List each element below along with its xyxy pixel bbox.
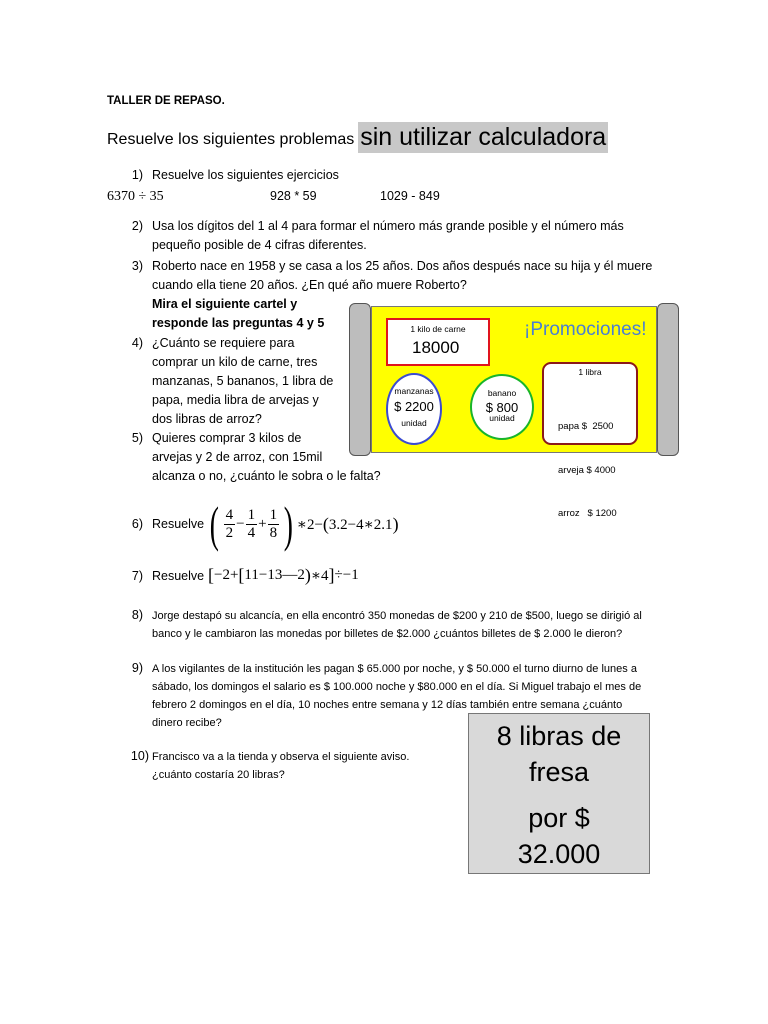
expression-tail: ÷−1 — [334, 566, 359, 583]
banana-price-circle — [470, 374, 534, 440]
open-paren-small: ( — [322, 513, 329, 534]
meat-label: 1 kilo de carne — [410, 324, 466, 334]
problem-4-line-4: papa, media libra de arvejas y — [152, 393, 319, 407]
banana-label: banano — [487, 388, 517, 398]
problem-3-number: 3) — [131, 259, 143, 273]
problem-1-text: Resuelve los siguientes ejercicios — [152, 168, 339, 182]
sign-right-roll — [657, 303, 679, 456]
exercise-division: 6370 ÷ 35 — [107, 189, 164, 204]
problem-4-number: 4) — [131, 336, 143, 350]
fraction-1-8 — [268, 507, 280, 542]
close-paren: ) — [283, 496, 294, 552]
problem-8-line-1: Jorge destapó su alcancía, en ella encontró 350 monedas de $200 y 210 de $500, luego se dirigió al — [152, 610, 642, 622]
promotions-title: ¡Promociones! — [524, 319, 647, 340]
problem-4-line-5: dos libras de arroz? — [152, 412, 262, 426]
pound-item-papa: papa $ 2500 — [558, 421, 614, 432]
open-bracket-inner: [ — [238, 564, 245, 585]
close-bracket-inner: ] — [328, 564, 335, 585]
problem-10-line-2: ¿cuánto costaría 20 libras? — [152, 769, 285, 781]
problem-4-line-3: manzanas, 5 bananos, 1 libra de — [152, 374, 334, 388]
pound-item-arroz: arroz $ 1200 — [558, 508, 617, 519]
pound-items — [558, 391, 617, 551]
fresa-line-2: fresa — [528, 757, 590, 787]
close-paren-inner: ) — [304, 564, 311, 585]
sign-left-roll — [349, 303, 371, 456]
problem-1-number: 1) — [131, 168, 143, 182]
problem-9-line-1: A los vigilantes de la institución les pagan $ 65.000 por noche, y $ 50.000 el turno diurno de lunes a — [152, 663, 637, 675]
strawberry-price-sign — [468, 713, 650, 874]
problem-6-number: 6) — [131, 517, 143, 531]
fraction-denominator: 8 — [269, 524, 278, 541]
expression-operators: ∗2− — [296, 516, 323, 533]
plus-sign: + — [258, 515, 267, 532]
promotions-sign — [349, 303, 679, 519]
problem-10-line-1: Francisco va a la tienda y observa el siguiente aviso. — [152, 751, 410, 763]
meat-price-box — [386, 318, 490, 366]
problem-5-line-2: arvejas y 2 de arroz, con 15mil — [152, 450, 323, 464]
pound-item-arveja: arveja $ 4000 — [558, 464, 616, 476]
page-title: TALLER DE REPASO. — [107, 95, 225, 107]
problem-3-line-1: Roberto nace en 1958 y se casa a los 25 años. Dos años después nace su hija y él muere — [152, 259, 653, 273]
sign-panel — [371, 306, 657, 519]
problem-7-number: 7) — [131, 569, 143, 583]
multiply-term: ∗4 — [310, 567, 329, 584]
problem-2-number: 2) — [131, 219, 143, 233]
meat-price: 18000 — [412, 338, 460, 357]
problem-8-line-2: banco y le cambiaron las monedas por billetes de $2.000 ¿cuántos billetes de $ 2.000 le dieron? — [152, 628, 623, 640]
banana-price: $ 800 — [485, 400, 519, 415]
apples-unit: unidad — [401, 418, 427, 428]
apples-label: manzanas — [394, 386, 434, 396]
instruction-highlight: sin utilizar calculadora — [360, 123, 607, 151]
problem-9-line-3: febrero 2 domingos en el día, 10 noches entre semana y 12 días también entre semana ¿cuánto — [152, 699, 623, 711]
fresa-line-4: 32.000 — [517, 839, 601, 869]
instruction-plain: Resuelve los siguientes problemas — [107, 131, 355, 148]
pound-label: 1 libra — [578, 367, 602, 377]
fraction-4-2 — [224, 507, 236, 542]
cartel-note-line-2: responde las preguntas 4 y 5 — [152, 316, 325, 330]
minus-sign: − — [236, 515, 245, 532]
problem-5-line-3: alcanza o no, ¿cuánto le sobra o le falta? — [152, 469, 381, 483]
problem-7-expression — [208, 564, 359, 586]
problem-2-line-1: Usa los dígitos del 1 al 4 para formar el número más grande posible y el número más — [152, 219, 624, 233]
inner-expression: 11−13—2 — [244, 566, 305, 583]
fraction-denominator: 4 — [247, 524, 256, 541]
cartel-note-line-1: Mira el siguiente cartel y — [152, 297, 298, 311]
problem-8-number: 8) — [131, 608, 143, 622]
expression-start: −2+ — [214, 566, 239, 583]
problem-9-line-2: sábado, los domingos el salario es $ 100.000 noche y $80.000 en el día. Si Miguel trabajo el mes de — [152, 681, 642, 693]
problem-5-number: 5) — [131, 431, 143, 445]
problem-4-line-1: ¿Cuánto se requiere para — [152, 336, 295, 350]
fraction-1-4 — [246, 507, 258, 542]
pound-price-box — [542, 362, 638, 519]
problem-3-line-2: cuando ella tiene 20 años. ¿En qué año muere Roberto? — [152, 278, 467, 292]
apples-price: $ 2200 — [394, 399, 434, 414]
instruction — [107, 122, 608, 153]
problem-6-label: Resuelve — [152, 517, 205, 531]
apples-price-circle — [386, 373, 442, 445]
problem-2-line-2: pequeño posible de 4 cifras diferentes. — [152, 238, 367, 252]
fraction-denominator: 2 — [225, 524, 234, 541]
fresa-line-1: 8 libras de — [496, 721, 622, 751]
problem-10-number: 10) — [130, 749, 149, 763]
fresa-line-3: por $ — [528, 803, 590, 833]
problem-9-line-4: dinero recibe? — [152, 717, 222, 729]
problem-5-line-1: Quieres comprar 3 kilos de — [152, 431, 302, 445]
fraction-numerator: 1 — [269, 506, 278, 523]
problem-9-number: 9) — [131, 661, 143, 675]
inner-expression: 3.2−4∗2.1 — [328, 516, 393, 533]
fraction-numerator: 1 — [247, 506, 256, 523]
problem-4-line-2: comprar un kilo de carne, tres — [152, 355, 318, 369]
problem-6-expression — [206, 496, 399, 552]
close-paren-small: ) — [392, 513, 399, 534]
banana-unit: unidad — [489, 413, 515, 423]
open-bracket: [ — [208, 564, 214, 585]
open-paren: ( — [209, 496, 219, 552]
exercise-multiplication: 928 * 59 — [270, 189, 317, 203]
exercise-subtraction: 1029 - 849 — [380, 189, 440, 203]
fraction-numerator: 4 — [225, 506, 234, 523]
problem-7-label: Resuelve — [152, 569, 205, 583]
